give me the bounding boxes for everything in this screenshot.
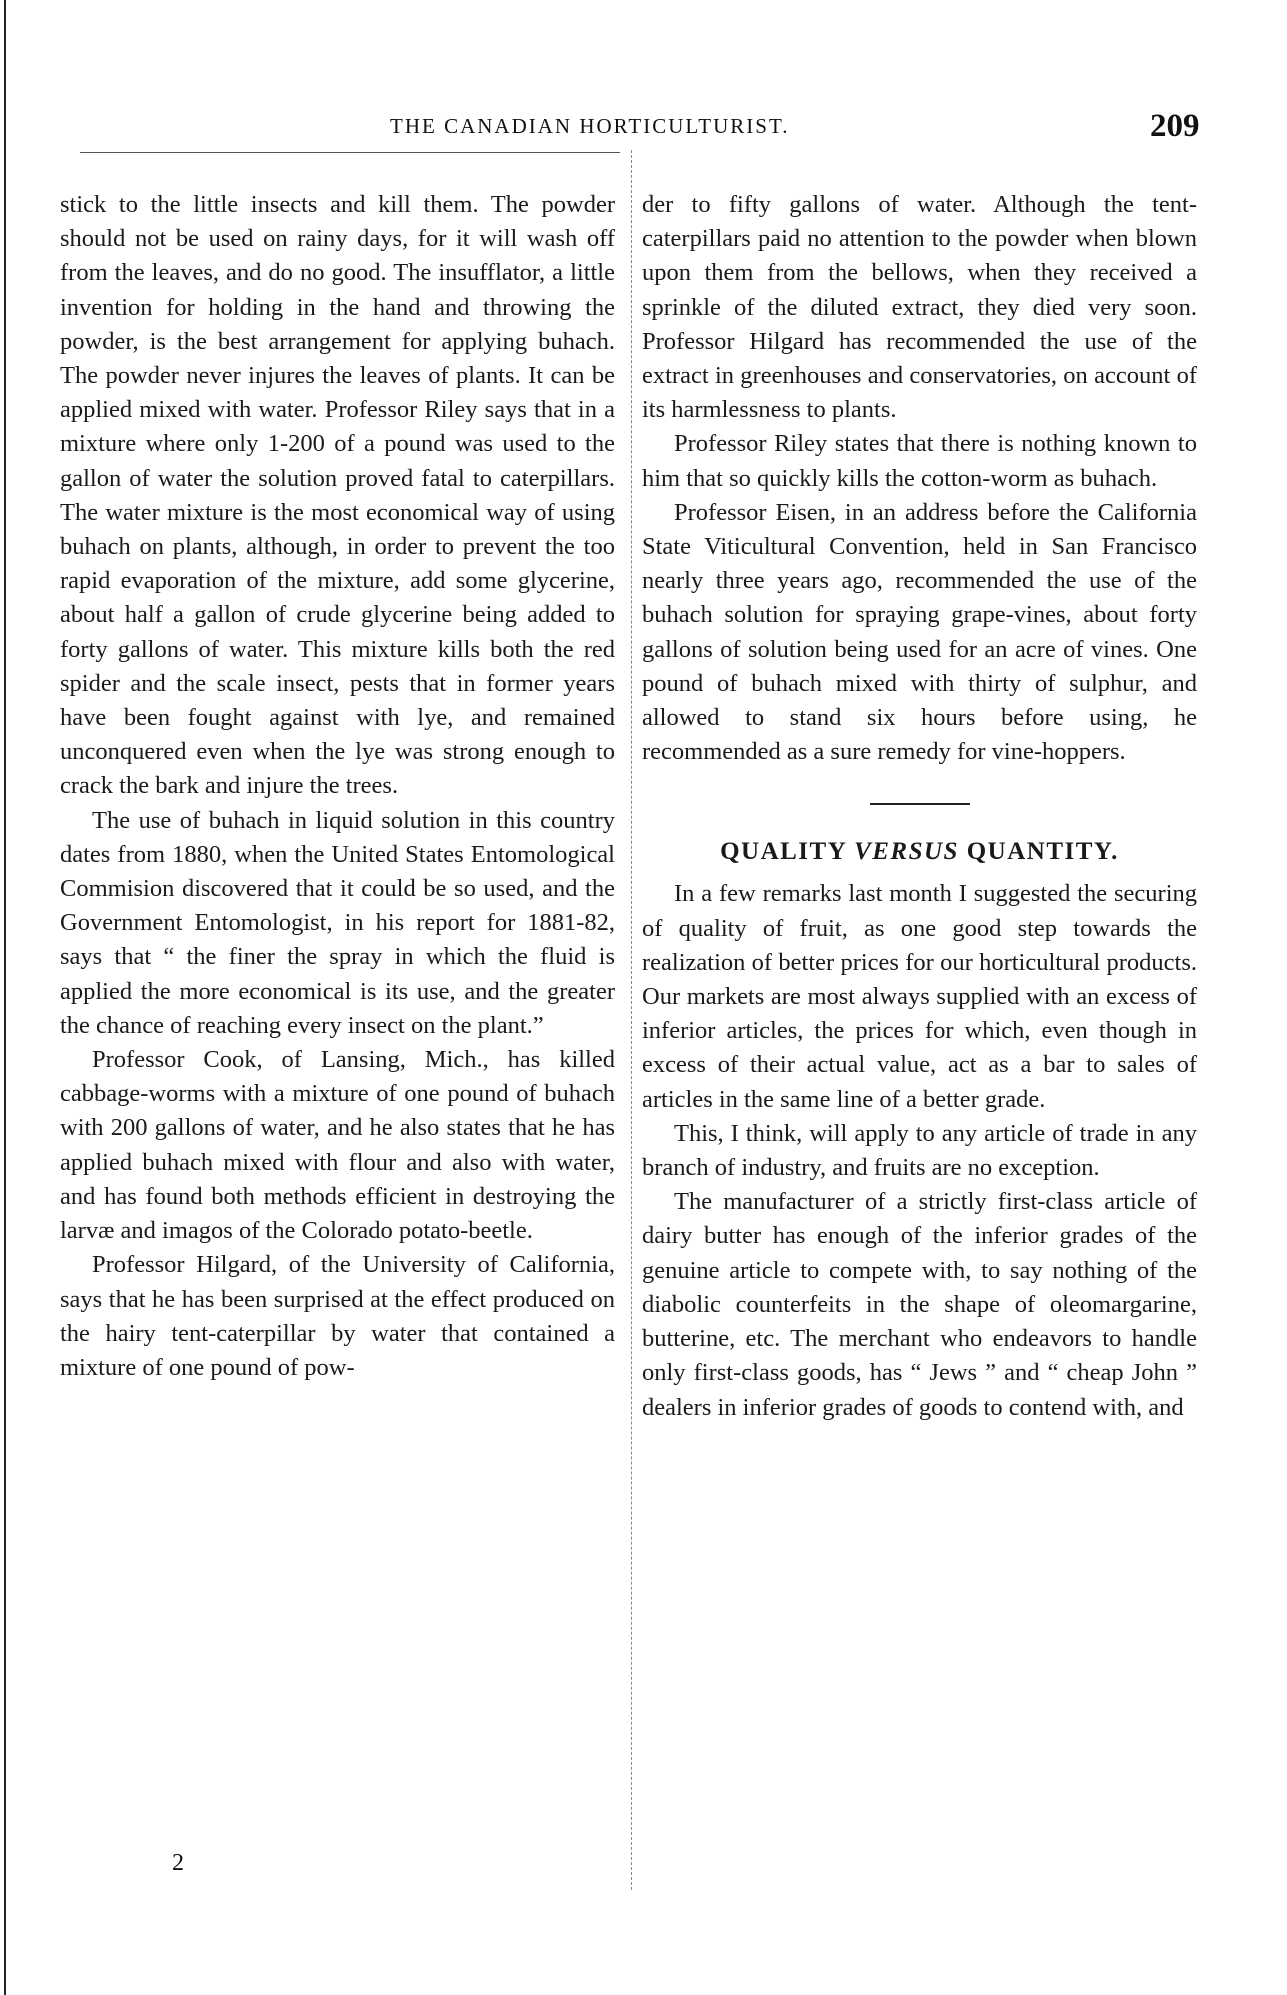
heading-part: QUANTITY. (958, 838, 1119, 866)
column-divider (631, 150, 633, 1890)
binding-edge-line (4, 0, 6, 1995)
running-head: THE CANADIAN HORTICULTURIST. (390, 114, 790, 138)
paragraph: Professor Eisen, in an address before the California State Viticultural Convention, held in San Francisco nearly three years ago, recommended the use of the buhach solution for spraying grape-vines, about forty gallons of solution being used for an acre of vines. One pound of buhach mixed with thirty of sulphur, and allowed to stand six hours before using, he recommended as a sure remedy for vine-hoppers. (642, 498, 1197, 766)
paragraph: Professor Hilgard, of the University of California, says that he has been surprised at the effect produced on the hairy tent-caterpillar by water that contained a mixture of one pound of pow- (60, 1251, 615, 1381)
section-heading (642, 835, 1197, 869)
paragraph: Professor Riley states that there is nothing known to him that so quickly kills the cotton-worm as buhach. (642, 430, 1197, 492)
page-header (0, 108, 1287, 148)
paragraph: der to fifty gallons of water. Although the tent-caterpillars paid no attention to the powder when blown upon them from the bellows, when they received a sprinkle of the diluted extract, they died very soon. Professor Hilgard has recommended the use of the extract in greenhouses and conservatories, on account of its harmlessness to plants. (642, 191, 1197, 424)
paragraph: stick to the little insects and kill them. The powder should not be used on rainy days, for it will wash off from the leaves, and do no good. The insufflator, a little invention for holding in the hand and throwing the powder, is the best arrangement for applying buhach. The powder never injures the leaves of plants. It can be applied mixed with water. Professor Riley says that in a mixture where only 1-200 of a pound was used to the gallon of water the solution proved fatal to caterpillars. The water mixture is the most economical way of using buhach on plants, although, in order to prevent the too rapid evaporation of the mixture, add some glycerine, about half a gallon of crude glycerine being added to forty gallons of water. This mixture kills both the red spider and the scale insect, pests that in former years have been fought against with lye, and remained unconquered even when the lye was strong enough to crack the bark and injure the trees. (60, 191, 615, 800)
paragraph: In a few remarks last month I suggested the securing of quality of fruit, as one good step towards the realization of better prices for our horticultural products. Our markets are most always supplied with an excess of inferior articles, the prices for which, even though in excess of their actual value, act as a bar to sales of articles in the same line of a better grade. (642, 880, 1197, 1113)
header-rule (80, 152, 620, 153)
paragraph: The manufacturer of a strictly first-class article of dairy butter has enough of the inferior grades of the genuine article to compete with, to say nothing of the diabolic counterfeits in the shape of oleomargarine, butterine, etc. The merchant who endeavors to handle only first-class goods, has “ Jews ” and “ cheap John ” dealers in inferior grades of goods to contend with, and (642, 1188, 1197, 1421)
paragraph: The use of buhach in liquid solution in this country dates from 1880, when the United States Entomological Commision discovered that it could be so used, and the Government Entomologist, in his report for 1881-82, says that “ the finer the spray in which the fluid is applied the more economical is its use, and the greater the chance of reaching every insect on the plant.” (60, 806, 615, 1039)
heading-part: QUALITY (720, 838, 855, 866)
right-column (642, 188, 1197, 1425)
heading-italic-part: VERSUS (854, 838, 959, 866)
section-divider (870, 803, 970, 805)
left-column (60, 188, 615, 1385)
paragraph: Professor Cook, of Lansing, Mich., has killed cabbage-worms with a mixture of one pound of buhach with 200 gallons of water, and he also states that he has applied buhach mixed with flour and also with water, and has found both methods efficient in destroying the larvæ and imagos of the Colorado potato-beetle. (60, 1046, 615, 1245)
signature-mark: 2 (172, 1850, 184, 1876)
paragraph: This, I think, will apply to any article of trade in any branch of industry, and fruits are no exception. (642, 1119, 1197, 1182)
page-number: 209 (1150, 108, 1200, 144)
